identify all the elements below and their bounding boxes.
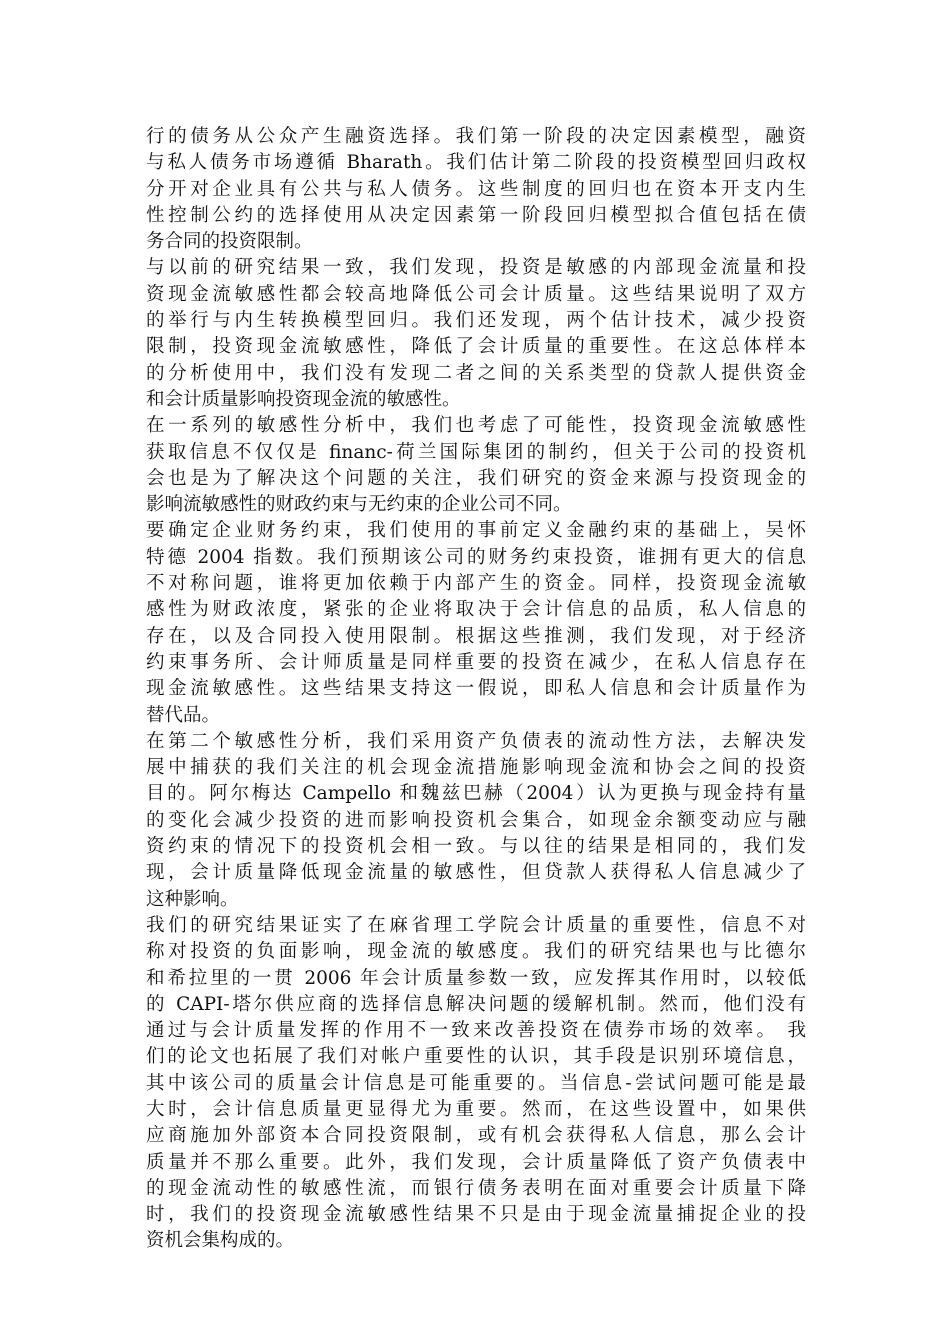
text-line: 性控制公约的选择使用从决定因素第一阶段回归模型拟合值包括在债 xyxy=(146,204,806,226)
text-line: 我们的研究结果证实了在麻省理工学院会计质量的重要性，信息不对 xyxy=(146,914,806,936)
text-line: 现金流敏感性。这些结果支持这一假说，即私人信息和会计质量作为 xyxy=(146,678,806,700)
text-line: 限制，投资现金流敏感性，降低了会计质量的重要性。在这总体样本 xyxy=(146,336,806,358)
text-line: 在第二个敏感性分析，我们采用资产负债表的流动性方法，去解决发 xyxy=(146,730,806,752)
text-line: 资现金流敏感性都会较高地降低公司会计质量。这些结果说明了双方 xyxy=(146,283,806,305)
text-line: 获取信息不仅仅是 financ-荷兰国际集团的制约，但关于公司的投资机 xyxy=(146,441,806,463)
text-line: 的现金流动性的敏感性流，而银行债务表明在面对重要会计质量下降 xyxy=(146,1177,806,1199)
text-line: 资机会集构成的。 xyxy=(146,1230,295,1252)
text-line: 替代品。 xyxy=(146,704,221,726)
text-line: 会也是为了解决这个问题的关注，我们研究的资金来源与投资现金的 xyxy=(146,467,806,489)
text-line: 务合同的投资限制。 xyxy=(146,231,313,253)
text-line: 们的论文也拓展了我们对帐户重要性的认识，其手段是识别环境信息， xyxy=(146,1046,806,1068)
text-line: 感性为财政浓度，紧张的企业将取决于会计信息的品质，私人信息的 xyxy=(146,599,806,621)
text-line: 这种影响。 xyxy=(146,888,239,910)
text-line: 大时，会计信息质量更显得尤为重要。然而，在这些设置中，如果供 xyxy=(146,1098,806,1120)
text-line: 其中该公司的质量会计信息是可能重要的。当信息-尝试问题可能是最 xyxy=(146,1072,806,1094)
text-line: 时，我们的投资现金流敏感性结果不只是由于现金流量捕捉企业的投 xyxy=(146,1204,806,1226)
paragraph xyxy=(146,729,806,913)
paragraph xyxy=(146,518,806,728)
paragraph xyxy=(146,413,806,518)
paragraph xyxy=(146,255,806,413)
text-line: 应商施加外部资本合同投资限制，或有机会获得私人信息，那么会计 xyxy=(146,1125,806,1147)
text-line: 目的。阿尔梅达 Campello 和魏兹巴赫（2004）认为更换与现金持有量 xyxy=(146,783,806,805)
text-line: 与以前的研究结果一致，我们发现，投资是敏感的内部现金流量和投 xyxy=(146,257,806,279)
text-line: 现，会计质量降低现金流量的敏感性，但贷款人获得私人信息减少了 xyxy=(146,862,806,884)
text-line: 与私人债务市场遵循 Bharath。我们估计第二阶段的投资模型回归政权 xyxy=(146,152,806,174)
text-line: 和希拉里的一贯 2006 年会计质量参数一致，应发挥其作用时，以较低 xyxy=(146,967,806,989)
text-line: 的举行与内生转换模型回归。我们还发现，两个估计技术，减少投资 xyxy=(146,310,806,332)
text-line: 的 CAPI-塔尔供应商的选择信息解决问题的缓解机制。然而，他们没有 xyxy=(146,993,806,1015)
text-line: 的变化会减少投资的进而影响投资机会集合，如现金余额变动应与融 xyxy=(146,809,806,831)
text-line: 在一系列的敏感性分析中，我们也考虑了可能性，投资现金流敏感性 xyxy=(146,415,806,437)
paragraph xyxy=(146,913,806,1255)
text-line: 约束事务所、会计师质量是同样重要的投资在减少，在私人信息存在 xyxy=(146,651,806,673)
text-line: 分开对企业具有公共与私人债务。这些制度的回归也在资本开支内生 xyxy=(146,178,806,200)
text-line: 称对投资的负面影响，现金流的敏感度。我们的研究结果也与比德尔 xyxy=(146,941,806,963)
paragraph xyxy=(146,124,806,255)
text-line: 展中捕获的我们关注的机会现金流措施影响现金流和协会之间的投资 xyxy=(146,757,806,779)
text-line: 影响流敏感性的财政约束与无约束的企业公司不同。 xyxy=(146,494,572,516)
text-line: 不对称问题，谁将更加依赖于内部产生的资金。同样，投资现金流敏 xyxy=(146,573,806,595)
text-line: 存在，以及合同投入使用限制。根据这些推测，我们发现，对于经济 xyxy=(146,625,806,647)
document-page xyxy=(146,124,806,1255)
text-line: 质量并不那么重要。此外，我们发现，会计质量降低了资产负债表中 xyxy=(146,1151,806,1173)
text-line: 要确定企业财务约束，我们使用的事前定义金融约束的基础上，吴怀 xyxy=(146,520,806,542)
text-line: 和会计质量影响投资现金流的敏感性。 xyxy=(146,388,461,410)
text-line: 特德 2004 指数。我们预期该公司的财务约束投资，谁拥有更大的信息 xyxy=(146,546,806,568)
text-line: 行的债务从公众产生融资选择。我们第一阶段的决定因素模型，融资 xyxy=(146,126,806,147)
text-line: 资约束的情况下的投资机会相一致。与以往的结果是相同的，我们发 xyxy=(146,836,806,858)
text-line: 通过与会计质量发挥的作用不一致来改善投资在债券市场的效率。 我 xyxy=(146,1020,806,1042)
text-line: 的分析使用中，我们没有发现二者之间的关系类型的贷款人提供资金 xyxy=(146,362,806,384)
